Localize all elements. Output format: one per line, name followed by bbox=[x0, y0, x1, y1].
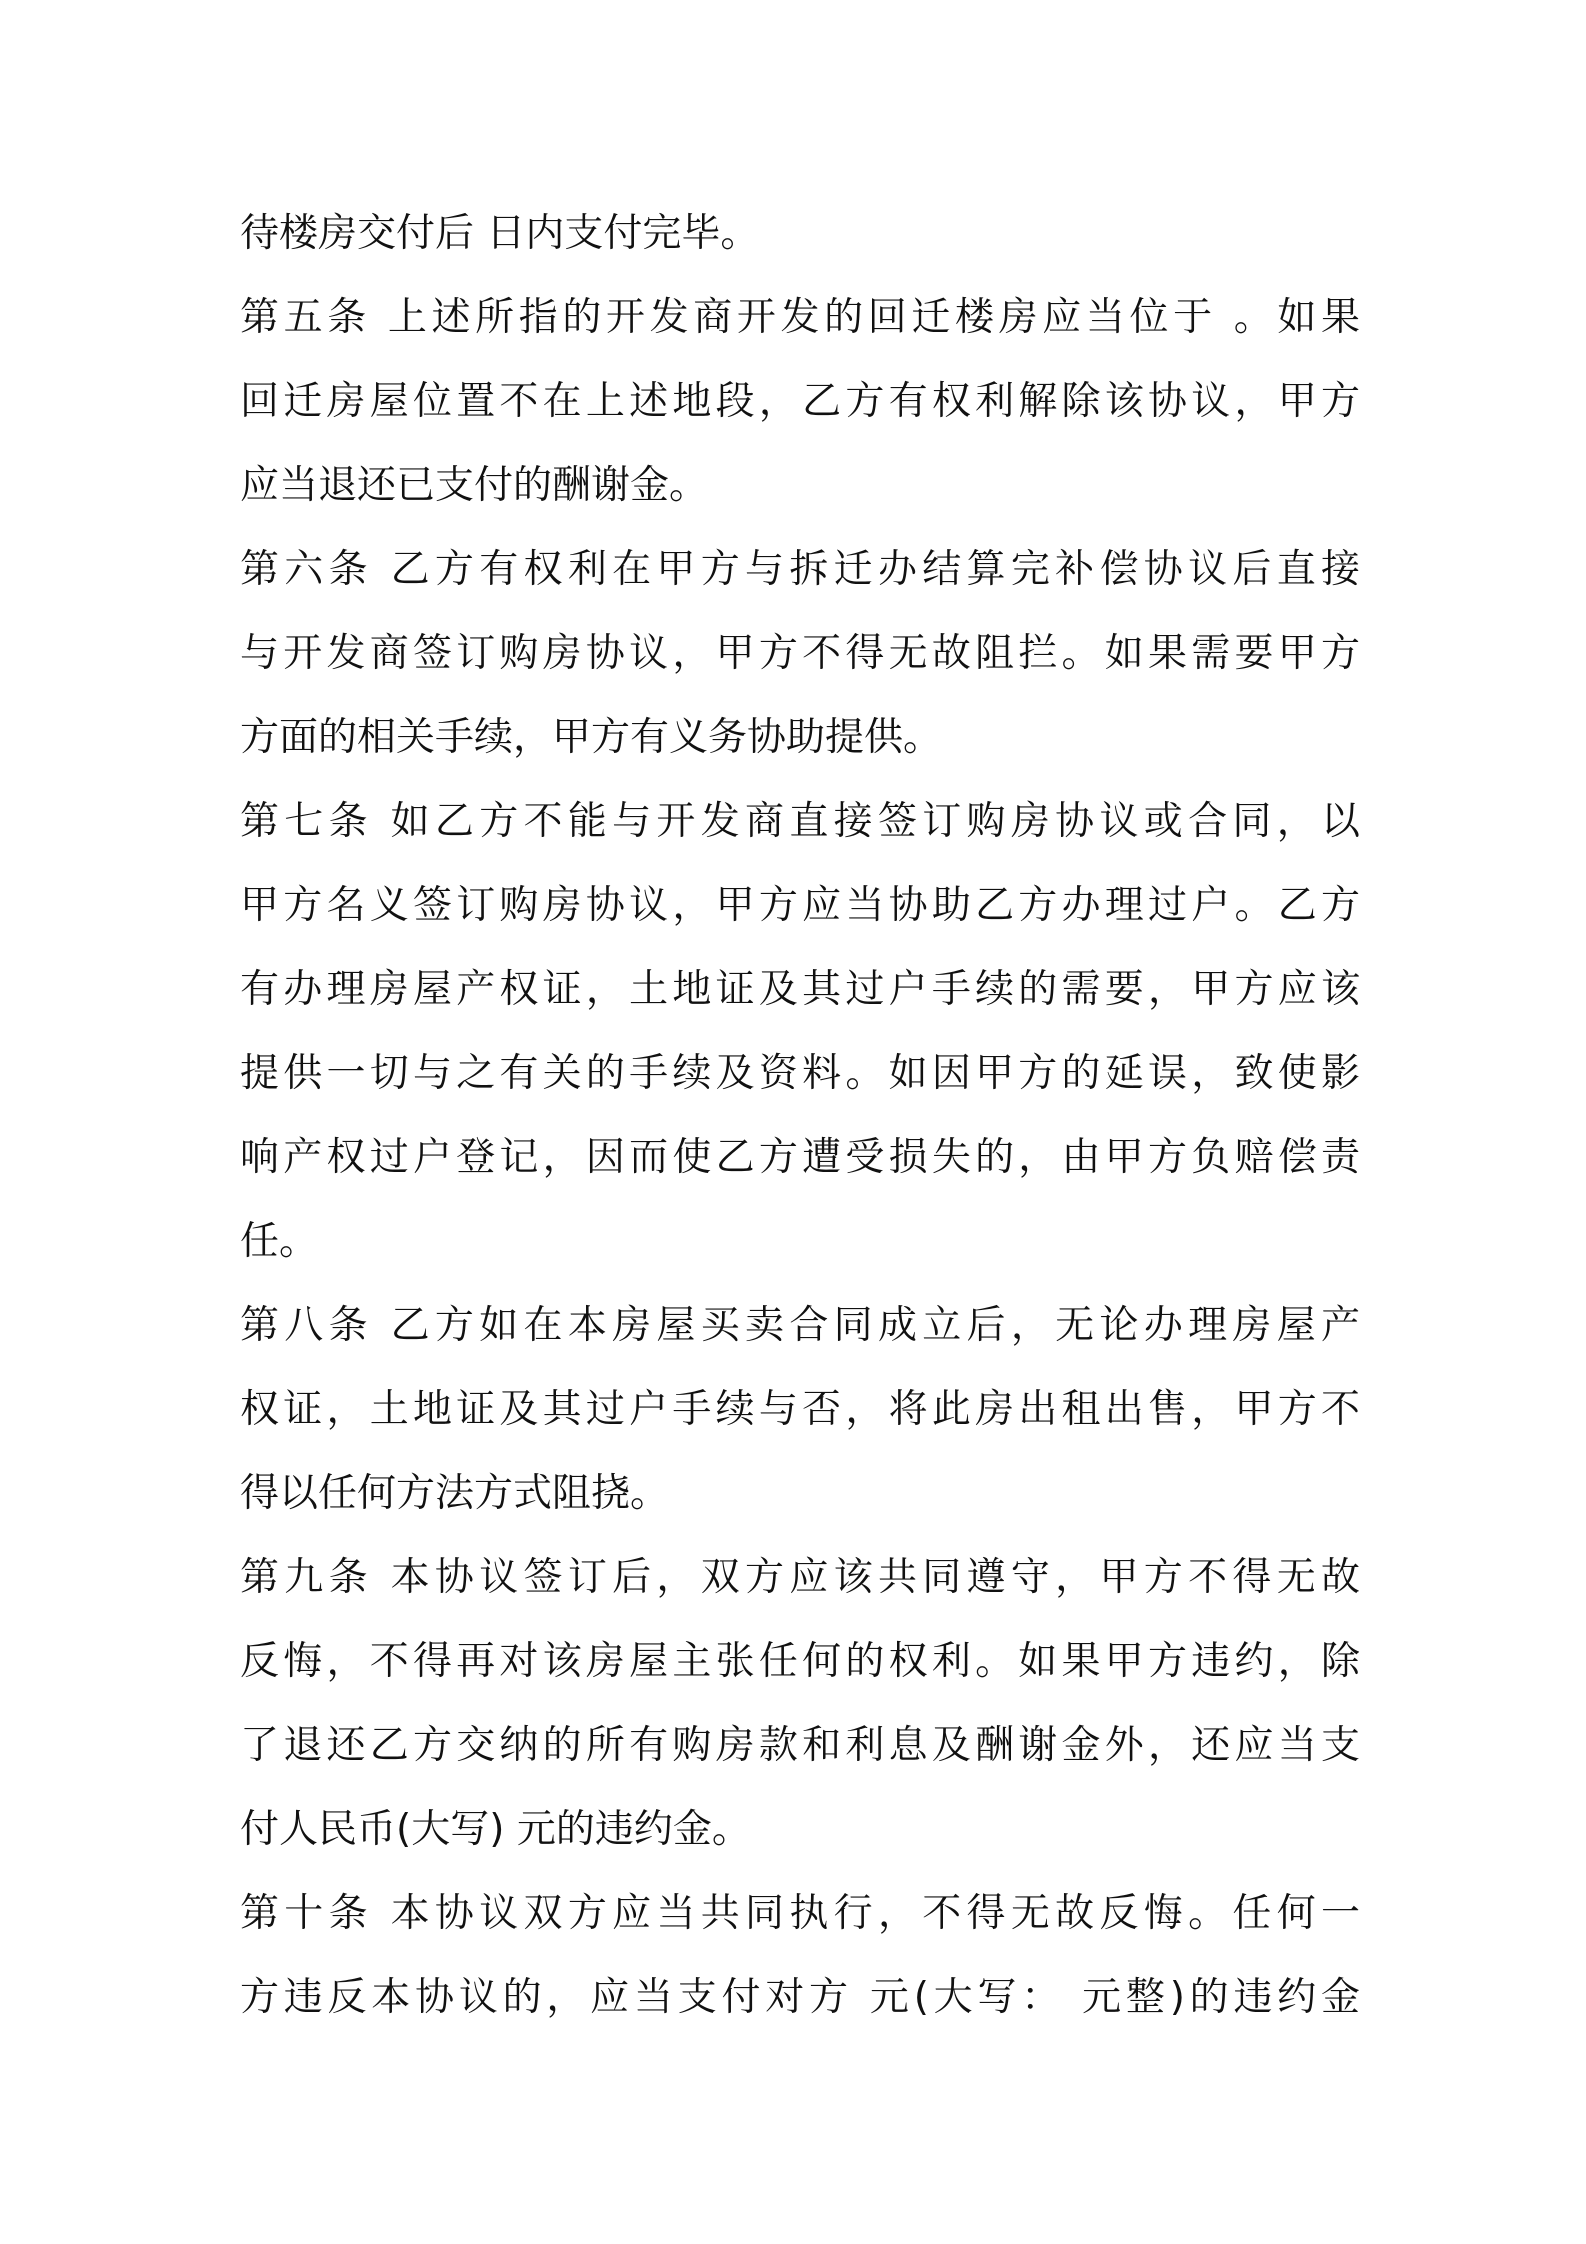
text-line: 任。 bbox=[240, 1219, 319, 1264]
text-line: 反悔，不得再对该房屋主张任何的权利。如果甲方违约，除 bbox=[240, 1639, 1360, 1684]
text-line: 与开发商签订购房协议，甲方不得无故阻拦。如果需要甲方 bbox=[240, 631, 1360, 676]
text-line: 第七条 如乙方不能与开发商直接签订购房协议或合同，以 bbox=[240, 799, 1360, 844]
text-line: 回迁房屋位置不在上述地段，乙方有权利解除该协议，甲方 bbox=[240, 379, 1360, 424]
text-line: 第八条 乙方如在本房屋买卖合同成立后，无论办理房屋产 bbox=[240, 1303, 1360, 1348]
text-line: 甲方名义签订购房协议，甲方应当协助乙方办理过户。乙方 bbox=[240, 883, 1360, 928]
text-line: 付人民币(大写) 元的违约金。 bbox=[240, 1807, 751, 1852]
text-line: 得以任何方法方式阻挠。 bbox=[240, 1471, 670, 1516]
text-line: 响产权过户登记，因而使乙方遭受损失的，由甲方负赔偿责 bbox=[240, 1135, 1360, 1180]
text-line: 待楼房交付后 日内支付完毕。 bbox=[240, 211, 760, 256]
text-line: 应当退还已支付的酬谢金。 bbox=[240, 463, 709, 508]
text-line: 第五条 上述所指的开发商开发的回迁楼房应当位于 。如果 bbox=[240, 295, 1360, 340]
text-line: 权证，土地证及其过户手续与否，将此房出租出售，甲方不 bbox=[240, 1387, 1360, 1432]
text-line: 第十条 本协议双方应当共同执行，不得无故反悔。任何一 bbox=[240, 1891, 1360, 1936]
text-line: 第六条 乙方有权利在甲方与拆迁办结算完补偿协议后直接 bbox=[240, 547, 1360, 592]
text-line: 方面的相关手续，甲方有义务协助提供。 bbox=[240, 715, 943, 760]
contract-text bbox=[240, 192, 1360, 2040]
text-line: 方违反本协议的，应当支付对方 元(大写： 元整)的违约金 bbox=[240, 1975, 1360, 2020]
text-line: 有办理房屋产权证，土地证及其过户手续的需要，甲方应该 bbox=[240, 967, 1360, 1012]
text-line: 第九条 本协议签订后，双方应该共同遵守，甲方不得无故 bbox=[240, 1555, 1360, 1600]
text-line: 提供一切与之有关的手续及资料。如因甲方的延误，致使影 bbox=[240, 1051, 1360, 1096]
text-line: 了退还乙方交纳的所有购房款和利息及酬谢金外，还应当支 bbox=[240, 1723, 1360, 1768]
